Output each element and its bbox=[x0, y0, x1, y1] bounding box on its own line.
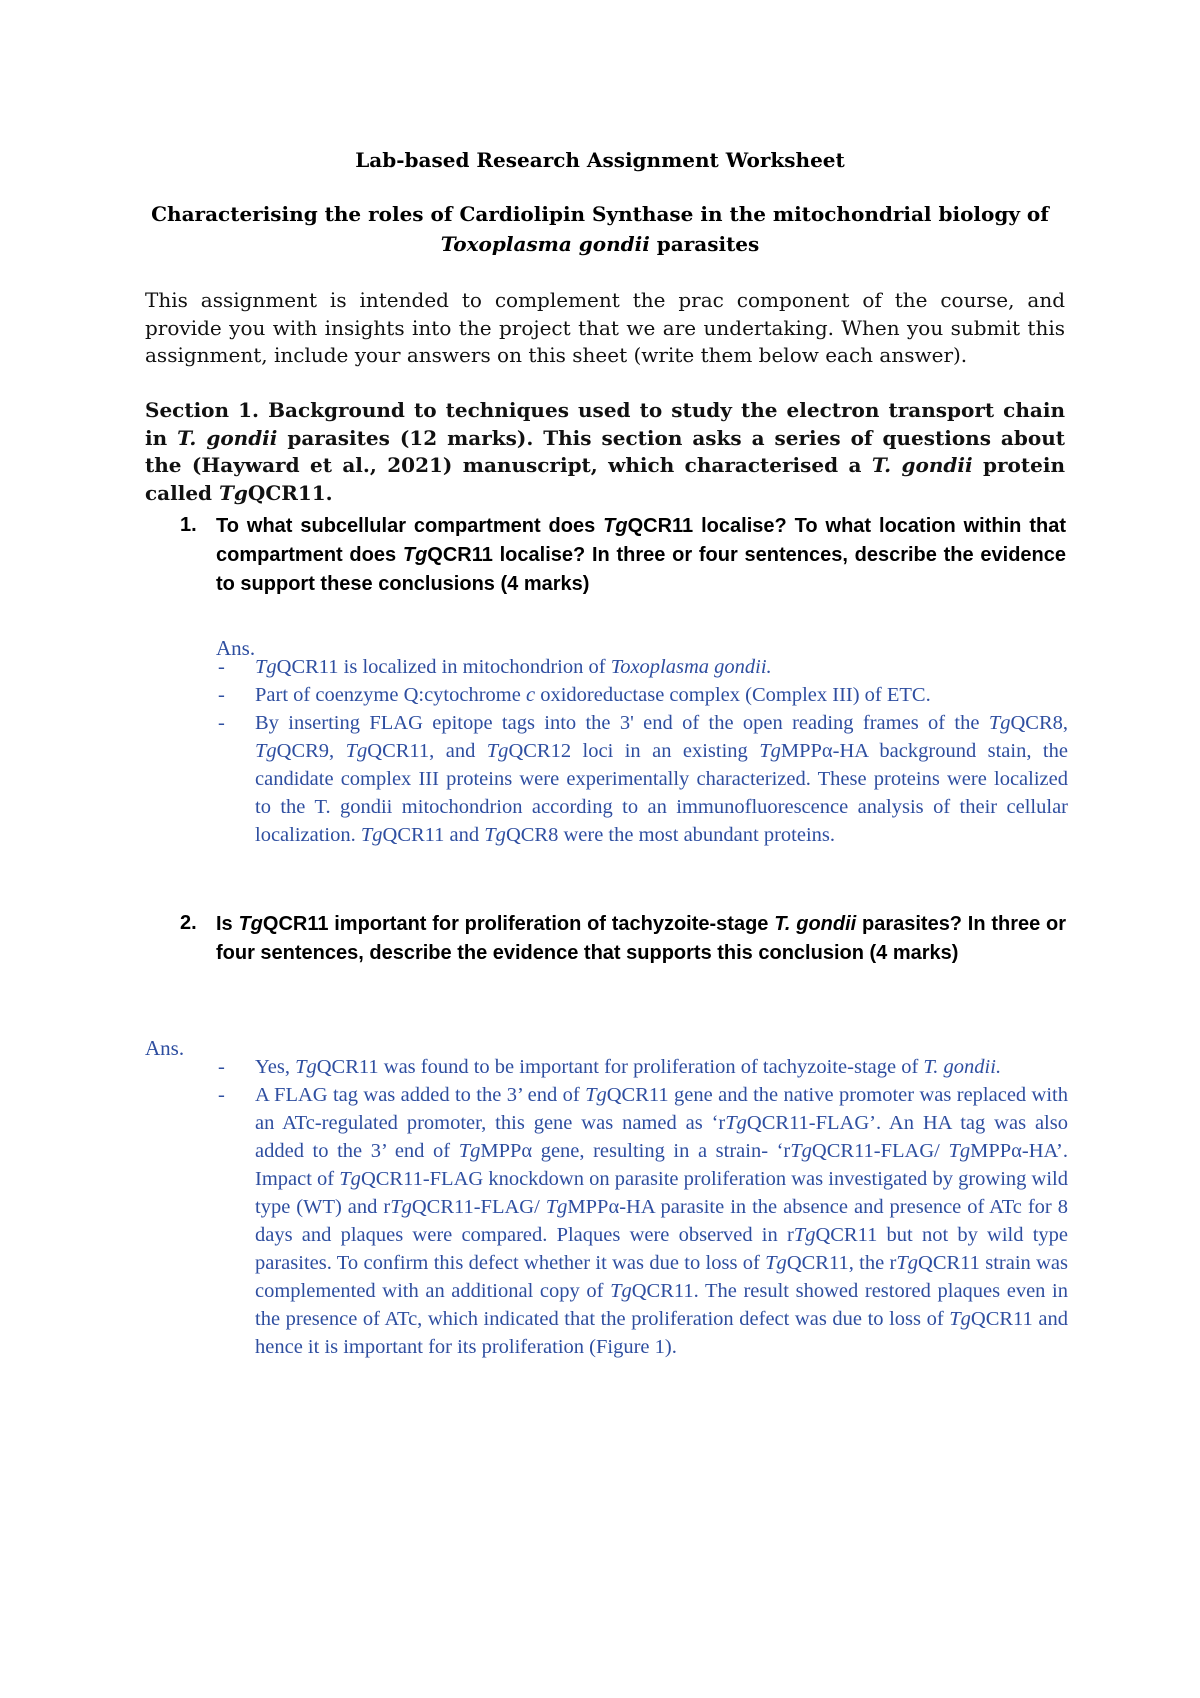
section-text: QCR11. bbox=[247, 480, 333, 505]
bullet-dash: - bbox=[218, 1056, 225, 1078]
section-text: Section 1. Background to techniques used to study the electron transport chain in bbox=[145, 398, 1065, 450]
answer-italic: T. gondii. bbox=[923, 1056, 1002, 1078]
answer-text: QCR11 and bbox=[382, 824, 485, 846]
answer-italic: Tg bbox=[345, 740, 368, 762]
answer-text: QCR11 was found to be important for proliferation of tachyzoite-stage of bbox=[316, 1056, 924, 1078]
document-subtitle-line1: Characterising the roles of Cardiolipin Synthase in the mitochondrial biology of bbox=[151, 202, 1049, 226]
answer-1-label: Ans. bbox=[216, 636, 256, 660]
answer-text: MPPα-HA background stain, the candidate complex III proteins were experimentally characterized. These proteins were localized to the T. gondii mitochondrion according to an immunofluorescence analysis of their cellular localization. bbox=[255, 740, 1068, 846]
answer-text: Part of coenzyme Q:cytochrome bbox=[255, 684, 526, 706]
answer-text: MPPα-HA parasite in the absence and presence of ATc for 8 days and plaques were compared. Plaques were observed in r bbox=[255, 1196, 1068, 1246]
question-text: QCR11 localise? In three or four sentences, describe the evidence to support these conclusions (4 marks) bbox=[216, 544, 1066, 595]
answer-text: QCR8, bbox=[1010, 712, 1068, 734]
answer-text: Yes, bbox=[255, 1056, 296, 1078]
answer-text: QCR9, bbox=[276, 740, 346, 762]
answer-text: QCR11. The result showed restored plaques even in the presence of ATc, which indicated that the proliferation defect was due to loss of bbox=[255, 1280, 1068, 1330]
answer-italic: Tg bbox=[988, 712, 1011, 734]
answer-italic: Tg bbox=[486, 740, 509, 762]
section-1-heading bbox=[145, 397, 1065, 507]
answer-text: QCR11, the r bbox=[786, 1252, 897, 1274]
section-text: protein called bbox=[145, 453, 1065, 505]
question-text: QCR11 important for proliferation of tachyzoite-stage bbox=[262, 913, 775, 935]
answer-text: QCR11-FLAG/ bbox=[811, 1140, 949, 1162]
question-text: Is bbox=[216, 913, 239, 935]
bullet-dash: - bbox=[218, 684, 225, 706]
question-italic: Tg bbox=[603, 515, 628, 537]
answer-italic: Tg bbox=[295, 1056, 317, 1078]
answer-italic: Tg bbox=[360, 824, 383, 846]
answer-italic: Tg bbox=[585, 1084, 607, 1106]
answer-italic: Tg bbox=[949, 1308, 971, 1330]
answer-text: QCR11 gene and the native promoter was replaced with an ATc-regulated promoter, this gene was named as ‘r bbox=[255, 1084, 1068, 1134]
intro-paragraph: This assignment is intended to complement the prac component of the course, and provide you with insights into the project that we are undertaking. When you submit this assignment, include your answers on this sheet (write them below each answer). bbox=[145, 288, 1065, 367]
answer-italic: Toxoplasma gondii. bbox=[610, 656, 772, 678]
answer-text: By inserting FLAG epitope tags into the 3' end of the open reading frames of the bbox=[255, 712, 989, 734]
question-text: QCR11 localise? To what location within that compartment does bbox=[216, 515, 1066, 566]
question-1-text bbox=[216, 512, 1066, 599]
answer-italic: Tg bbox=[255, 740, 277, 762]
answer-text: QCR8 were the most abundant proteins. bbox=[505, 824, 836, 846]
list-item bbox=[216, 653, 1068, 681]
answer-italic: Tg bbox=[610, 1280, 632, 1302]
answer-1-bullets bbox=[216, 653, 1068, 849]
answer-text: QCR11-FLAG’. An HA tag was also added to the 3’ end of bbox=[255, 1112, 1068, 1162]
answer-text: QCR11, and bbox=[367, 740, 487, 762]
list-item bbox=[216, 709, 1068, 849]
answer-text: MPPα gene, resulting in a strain- ‘r bbox=[480, 1140, 791, 1162]
answer-text: oxidoreductase complex (Complex III) of ETC. bbox=[535, 684, 931, 706]
answer-text: QCR11 strain was complemented with an additional copy of bbox=[255, 1252, 1068, 1302]
answer-text: QCR11-FLAG/ bbox=[411, 1196, 546, 1218]
section-italic: T. gondii bbox=[871, 453, 973, 477]
list-item bbox=[216, 1053, 1068, 1081]
answer-text: QCR11 and hence it is important for its proliferation (Figure 1). bbox=[255, 1308, 1068, 1358]
answer-text: A FLAG tag was added to the 3’ end of bbox=[255, 1084, 586, 1106]
answer-italic: Tg bbox=[339, 1168, 361, 1190]
question-1-number: 1. bbox=[180, 514, 197, 536]
answer-text: QCR11-FLAG knockdown on parasite proliferation was investigated by growing wild type (WT) and r bbox=[255, 1168, 1068, 1218]
answer-italic: Tg bbox=[484, 824, 506, 846]
answer-text: MPPα-HA’. Impact of bbox=[255, 1140, 1068, 1190]
answer-2-bullets bbox=[216, 1053, 1068, 1361]
section-text: parasites (12 marks). This section asks a series of questions about the (Hayward et al., 2021) manuscript, which characterised a bbox=[145, 425, 1065, 477]
answer-italic: Tg bbox=[725, 1112, 747, 1134]
question-text: parasites? In three or four sentences, describe the evidence that supports this conclusion (4 marks) bbox=[216, 913, 1066, 964]
answer-italic: Tg bbox=[896, 1252, 919, 1274]
question-2-text bbox=[216, 910, 1066, 968]
question-2-number: 2. bbox=[180, 912, 197, 934]
answer-italic: c bbox=[525, 684, 536, 706]
answer-italic: Tg bbox=[948, 1140, 971, 1162]
question-italic: T. gondii bbox=[774, 913, 857, 935]
section-italic: T. gondii bbox=[177, 425, 278, 450]
question-italic: Tg bbox=[238, 913, 263, 935]
bullet-dash: - bbox=[218, 656, 225, 678]
answer-text: QCR11 is localized in mitochondrion of bbox=[276, 656, 611, 678]
answer-italic: Tg bbox=[390, 1196, 412, 1218]
answer-italic: Tg bbox=[255, 656, 277, 678]
answer-2-label: Ans. bbox=[145, 1036, 185, 1060]
list-item bbox=[216, 681, 1068, 709]
answer-italic: Tg bbox=[545, 1196, 568, 1218]
question-text: To what subcellular compartment does bbox=[216, 515, 604, 537]
bullet-dash: - bbox=[218, 1084, 225, 1106]
answer-italic: Tg bbox=[790, 1140, 812, 1162]
answer-italic: Tg bbox=[765, 1252, 787, 1274]
section-italic: Tg bbox=[219, 480, 248, 505]
answer-text: QCR11 but not by wild type parasites. To confirm this defect whether it was due to loss of bbox=[255, 1224, 1068, 1274]
list-item bbox=[216, 1081, 1068, 1361]
bullet-dash: - bbox=[218, 712, 225, 734]
document-subtitle-line2 bbox=[0, 232, 1200, 256]
question-italic: Tg bbox=[402, 544, 428, 566]
document-title: Lab-based Research Assignment Worksheet bbox=[355, 148, 845, 172]
answer-italic: Tg bbox=[759, 740, 781, 762]
answer-italic: Tg bbox=[458, 1140, 481, 1162]
answer-italic: Tg bbox=[793, 1224, 816, 1246]
answer-text: QCR12 loci in an existing bbox=[508, 740, 760, 762]
subtitle-suffix: parasites bbox=[649, 232, 760, 256]
species-name: Toxoplasma gondii bbox=[440, 232, 650, 256]
